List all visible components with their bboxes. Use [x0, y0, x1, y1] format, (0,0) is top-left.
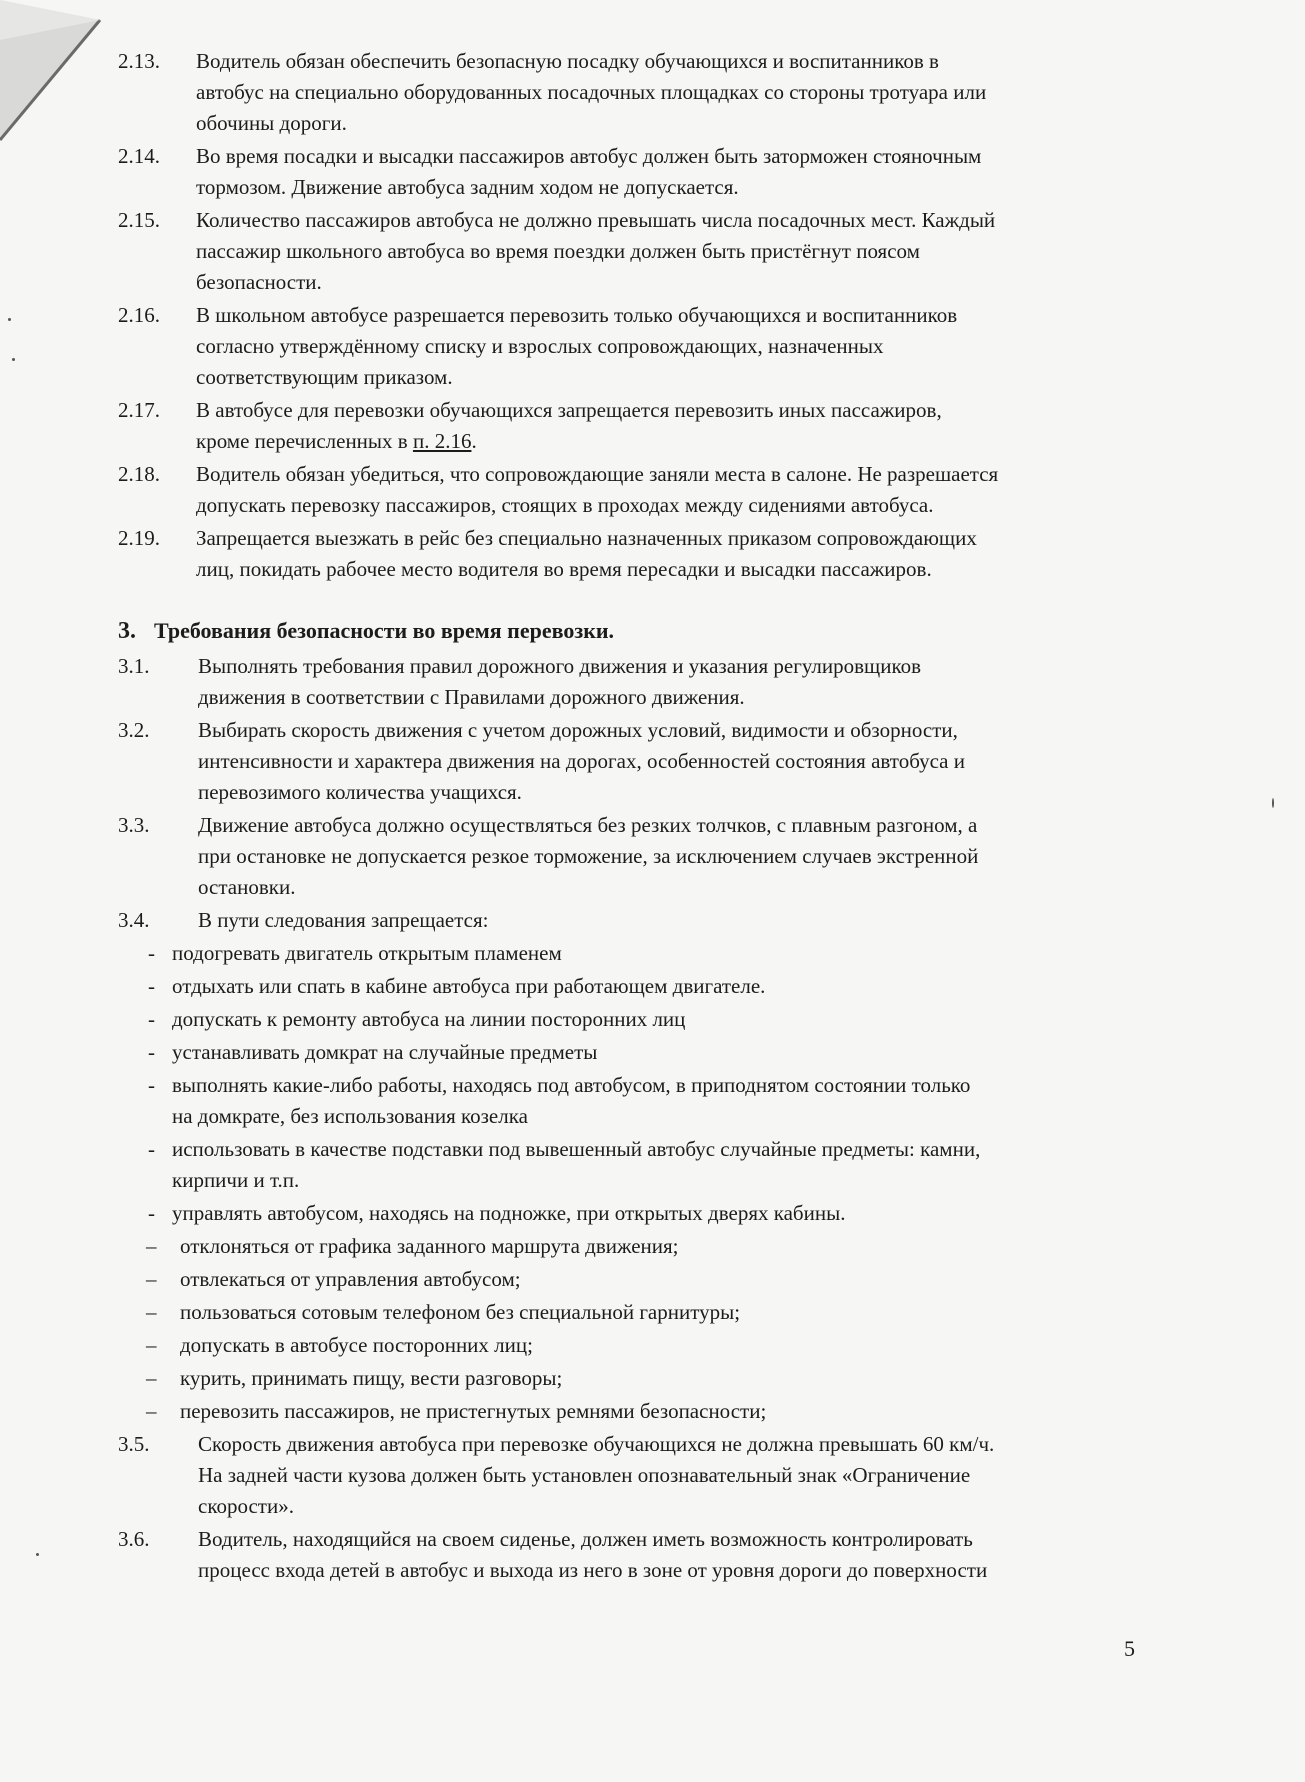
prohibitions-list — [108, 938, 1178, 1427]
scan-speck — [1272, 798, 1274, 808]
bullet-mark: – — [146, 1333, 157, 1357]
list-item — [108, 1198, 1178, 1229]
clause-3-3 — [108, 810, 1178, 903]
clause-number: 3.6. — [118, 1527, 150, 1551]
clause-2-13 — [108, 46, 1178, 139]
list-item — [108, 1004, 1178, 1035]
clause-number: 2.17. — [118, 398, 160, 422]
list-item — [108, 1330, 1178, 1361]
bullet-mark: - — [148, 1040, 155, 1064]
list-item — [108, 1297, 1178, 1328]
clause-number: 3.3. — [118, 813, 150, 837]
clause-number: 2.19. — [118, 526, 160, 550]
clause-number: 3.4. — [118, 908, 150, 932]
clause-text: Запрещается выезжать в рейс без специально назначенных приказом сопровождающих лиц, покидать рабочее место водителя во время пересадки и высадки пассажиров. — [196, 526, 977, 581]
page-number: 5 — [1124, 1636, 1135, 1661]
clause-2-19 — [108, 523, 1178, 585]
clause-text: В пути следования запрещается: — [198, 908, 489, 932]
list-item — [108, 971, 1178, 1002]
list-item — [108, 1231, 1178, 1262]
clause-text: Водитель обязан обеспечить безопасную посадку обучающихся и воспитанников в автобус на специально оборудованных посадочных площадках со стороны тротуара или обочины дороги. — [196, 49, 987, 135]
bullet-mark: - — [148, 1201, 155, 1225]
list-item-text: управлять автобусом, находясь на подножке, при открытых дверях кабины. — [172, 1201, 846, 1225]
section-3-heading — [108, 615, 1178, 647]
clause-number: 3.1. — [118, 654, 150, 678]
clause-text-after: . — [471, 429, 477, 453]
clause-2-18 — [108, 459, 1178, 521]
list-item — [108, 938, 1178, 969]
folded-corner — [0, 0, 110, 150]
list-item — [108, 1396, 1178, 1427]
clause-2-15 — [108, 205, 1178, 298]
list-item-text: отдыхать или спать в кабине автобуса при работающем двигателе. — [172, 974, 766, 998]
clause-3-1 — [108, 651, 1178, 713]
list-item-text: отклоняться от графика заданного маршрута движения; — [180, 1234, 679, 1258]
bullet-mark: – — [146, 1399, 157, 1423]
scan-speck — [36, 1553, 39, 1556]
clause-text-before: В автобусе для перевозки обучающихся запрещается перевозить иных пассажиров, кроме перечисленных в — [196, 398, 942, 453]
list-item-text: курить, принимать пищу, вести разговоры; — [180, 1366, 563, 1390]
list-item-text: допускать к ремонту автобуса на линии посторонних лиц — [172, 1007, 686, 1031]
clause-2-17 — [108, 395, 1178, 457]
clause-3-2 — [108, 715, 1178, 808]
clause-text: Водитель обязан убедиться, что сопровождающие заняли места в салоне. Не разрешается допускать перевозку пассажиров, стоящих в проходах между сидениями автобуса. — [196, 462, 999, 517]
list-item-text: использовать в качестве подставки под вывешенный автобус случайные предметы: камни, кирпичи и т.п. — [172, 1137, 981, 1192]
clause-2-14 — [108, 141, 1178, 203]
clause-number: 2.14. — [118, 144, 160, 168]
list-item — [108, 1264, 1178, 1295]
list-item — [108, 1363, 1178, 1394]
document-body — [108, 46, 1178, 1588]
bullet-mark: – — [146, 1366, 157, 1390]
list-item-text: выполнять какие-либо работы, находясь под автобусом, в приподнятом состоянии только на домкрате, без использования козелка — [172, 1073, 971, 1128]
list-item-text: подогревать двигатель открытым пламенем — [172, 941, 562, 965]
bullet-mark: – — [146, 1267, 157, 1291]
section-3-items — [108, 651, 1178, 1586]
clause-text: Движение автобуса должно осуществляться без резких толчков, с плавным разгоном, а при остановке не допускается резкое торможение, за исключением случаев экстренной остановки. — [198, 813, 979, 899]
section-2-items — [108, 46, 1178, 585]
clause-3-5 — [108, 1429, 1178, 1522]
bullet-mark: - — [148, 974, 155, 998]
section-number: 3. — [118, 618, 136, 644]
clause-text: Во время посадки и высадки пассажиров автобус должен быть заторможен стояночным тормозом. Движение автобуса задним ходом не допускается. — [196, 144, 982, 199]
bullet-mark: - — [148, 1137, 155, 1161]
scan-speck — [12, 358, 15, 361]
bullet-mark: – — [146, 1300, 157, 1324]
clause-number: 2.16. — [118, 303, 160, 327]
clause-text: Выбирать скорость движения с учетом дорожных условий, видимости и обзорности, интенсивности и характера движения на дорогах, особенностей состояния автобуса и перевозимого количества учащихся. — [198, 718, 965, 804]
scan-speck — [8, 318, 11, 321]
clause-number: 2.18. — [118, 462, 160, 486]
clause-text: В школьном автобусе разрешается перевозить только обучающихся и воспитанников согласно утверждённому списку и взрослых сопровождающих, назначенных соответствующим приказом. — [196, 303, 958, 389]
clause-number: 2.15. — [118, 208, 160, 232]
clause-3-6 — [108, 1524, 1178, 1586]
list-item — [108, 1070, 1178, 1132]
bullet-mark: - — [148, 1007, 155, 1031]
list-item — [108, 1134, 1178, 1196]
clause-number: 3.2. — [118, 718, 150, 742]
clause-text: Выполнять требования правил дорожного движения и указания регулировщиков движения в соответствии с Правилами дорожного движения. — [198, 654, 922, 709]
clause-2-16 — [108, 300, 1178, 393]
clause-text — [196, 395, 1178, 457]
clause-number: 3.5. — [118, 1432, 150, 1456]
list-item-text: устанавливать домкрат на случайные предметы — [172, 1040, 598, 1064]
clause-reference-link[interactable]: п. 2.16 — [412, 429, 472, 453]
list-item-text: отвлекаться от управления автобусом; — [180, 1267, 521, 1291]
list-item — [108, 1037, 1178, 1068]
bullet-mark: – — [146, 1234, 157, 1258]
clause-text: Водитель, находящийся на своем сиденье, должен иметь возможность контролировать процесс входа детей в автобус и выхода из него в зоне от уровня дороги до поверхности — [198, 1527, 988, 1582]
section-title: Требования безопасности во время перевозки. — [154, 618, 615, 643]
bullet-mark: - — [148, 1073, 155, 1097]
clause-text: Количество пассажиров автобуса не должно превышать числа посадочных мест. Каждый пассажир школьного автобуса во время поездки должен быть пристёгнут поясом безопасности. — [196, 208, 996, 294]
list-item-text: допускать в автобусе посторонних лиц; — [180, 1333, 533, 1357]
clause-text: Скорость движения автобуса при перевозке обучающихся не должна превышать 60 км/ч. На задней части кузова должен быть установлен опознавательный знак «Ограничение скорости». — [198, 1432, 995, 1518]
list-item-text: пользоваться сотовым телефоном без специальной гарнитуры; — [180, 1300, 741, 1324]
bullet-mark: - — [148, 941, 155, 965]
clause-3-4 — [108, 905, 1178, 936]
clause-number: 2.13. — [118, 49, 160, 73]
list-item-text: перевозить пассажиров, не пристегнутых ремнями безопасности; — [180, 1399, 767, 1423]
